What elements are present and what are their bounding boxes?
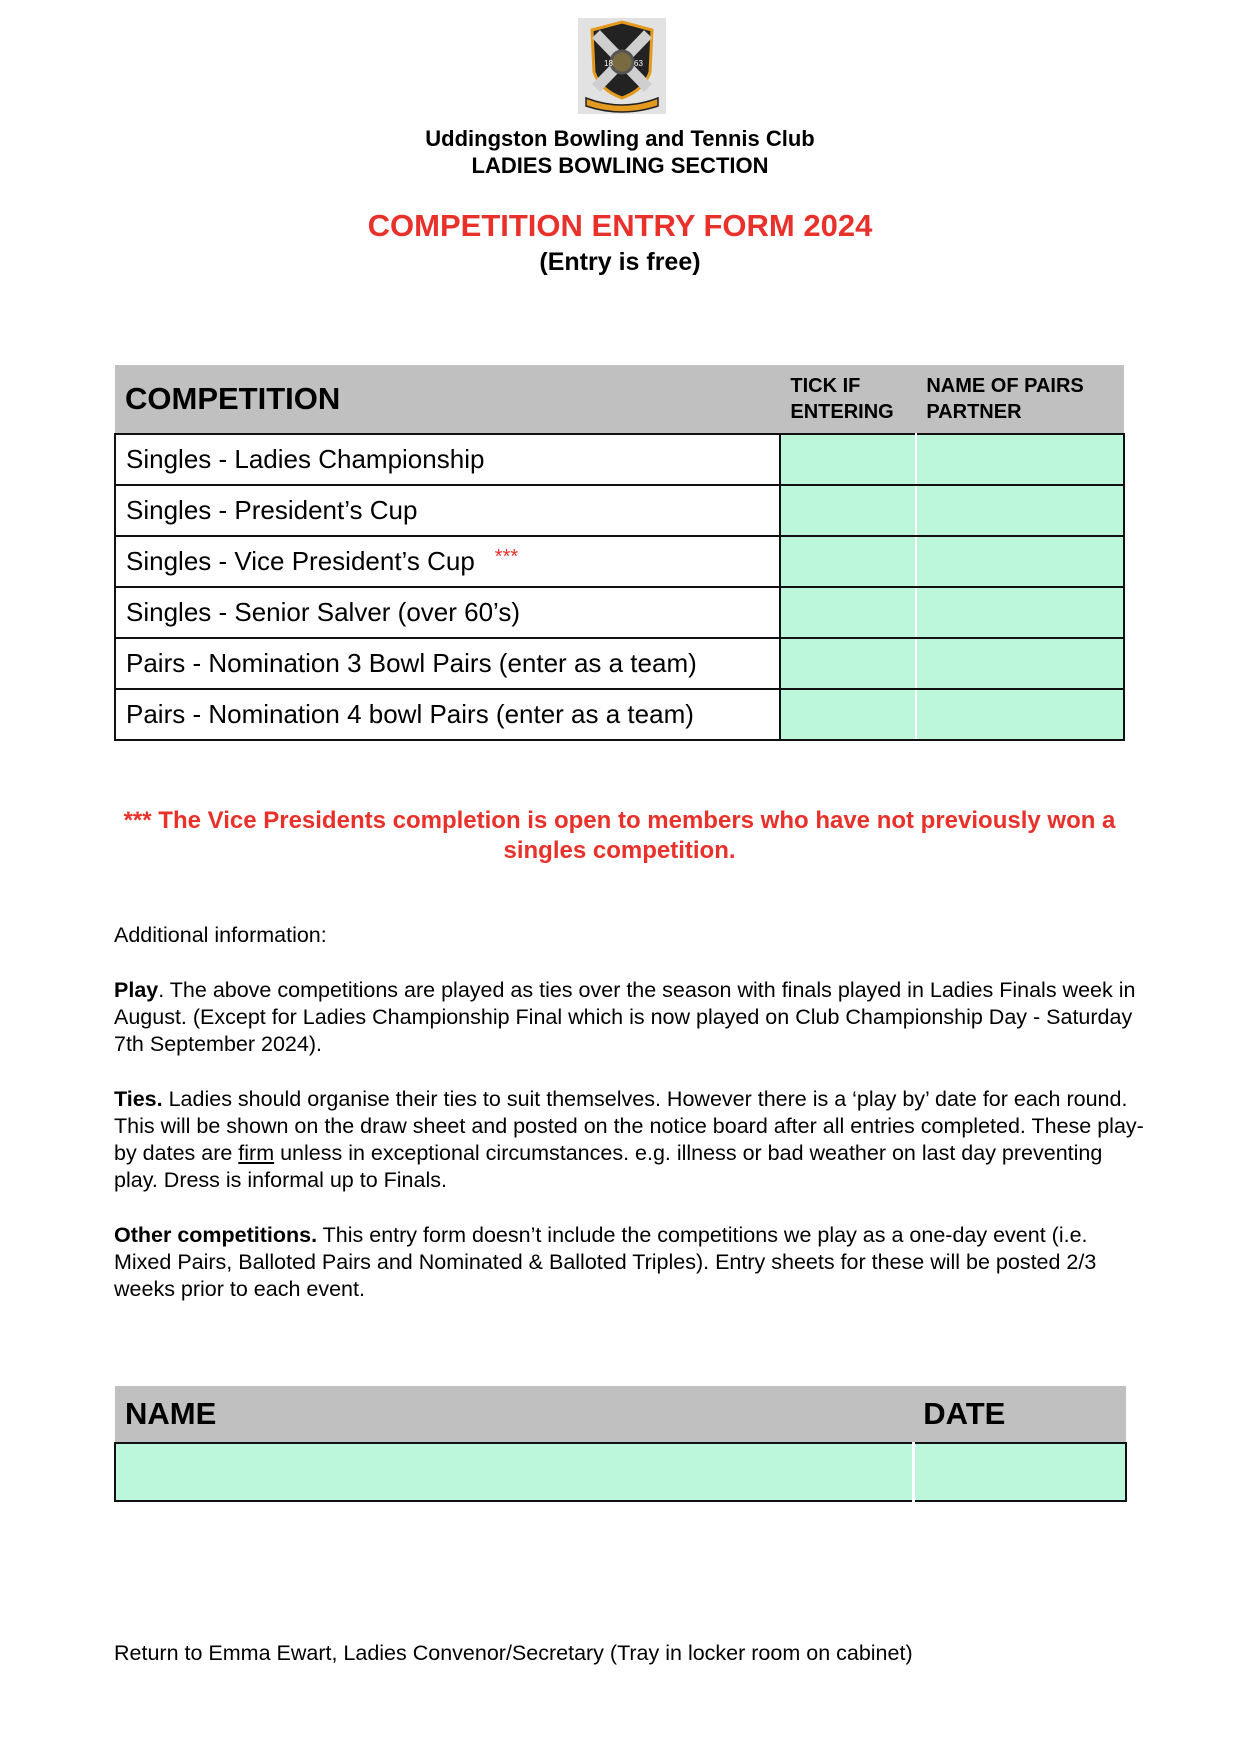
competition-name [115, 536, 780, 587]
date-field[interactable] [913, 1443, 1126, 1501]
svg-text:18: 18 [604, 59, 613, 68]
return-instructions: Return to Emma Ewart, Ladies Convenor/Secretary (Tray in locker room on cabinet) [114, 1641, 913, 1665]
asterisk-mark: *** [494, 546, 519, 568]
competition-row [115, 587, 1124, 638]
ties-text: Ladies should organise their ties to suit themselves. However there is a ‘play by’ date for each round. This will be shown on the draw sheet and posted on the notice board after all entries completed. These play-by dates are [114, 1087, 1144, 1165]
additional-info-heading: Additional information: [114, 923, 327, 947]
competition-row [115, 485, 1124, 536]
partner-field[interactable] [916, 587, 1124, 638]
tick-field[interactable] [780, 638, 916, 689]
form-subtitle: (Entry is free) [539, 248, 701, 276]
header-partner: NAME OF PAIRS PARTNER [916, 365, 1124, 434]
date-header: DATE [913, 1386, 1126, 1443]
name-date-table [114, 1386, 1127, 1502]
competition-name [115, 485, 780, 536]
header-competition: COMPETITION [115, 365, 780, 434]
tick-field[interactable] [780, 434, 916, 485]
section-name: LADIES BOWLING SECTION [471, 153, 769, 178]
play-text: . The above competitions are played as ties over the season with finals played in Ladies Finals week in August. (Except for Ladies Championship Final which is now played on Club Championship Day - Saturday 7th September 2024). [114, 978, 1136, 1056]
partner-field[interactable] [916, 638, 1124, 689]
name-field[interactable] [115, 1443, 913, 1501]
other-text: This entry form doesn’t include the competitions we play as a one-day event (i.e. Mixed Pairs, Balloted Pairs and Nominated & Balloted Triples). Entry sheets for these will be posted 2/3 weeks prior to each event. [114, 1223, 1097, 1301]
partner-field[interactable] [916, 434, 1124, 485]
competition-name [115, 434, 780, 485]
other-label: Other competitions. [114, 1223, 318, 1247]
competition-label: Singles - Ladies Championship [126, 444, 485, 474]
tick-field[interactable] [780, 587, 916, 638]
tick-field[interactable] [780, 485, 916, 536]
competition-row [115, 434, 1124, 485]
tick-field[interactable] [780, 689, 916, 740]
competition-row [115, 689, 1124, 740]
form-title: COMPETITION ENTRY FORM 2024 [367, 208, 873, 243]
ties-label: Ties. [114, 1087, 163, 1111]
competition-table [114, 365, 1125, 741]
club-crest-logo [578, 18, 666, 114]
svg-text:63: 63 [634, 59, 643, 68]
partner-field[interactable] [916, 536, 1124, 587]
vice-president-note: *** The Vice Presidents completion is open to members who have not previously won a singles competition. [123, 807, 1116, 864]
competition-label: Pairs - Nomination 4 bowl Pairs (enter as a team) [126, 699, 694, 729]
tick-field[interactable] [780, 536, 916, 587]
ties-paragraph [114, 1086, 1144, 1194]
competition-row [115, 536, 1124, 587]
partner-field[interactable] [916, 689, 1124, 740]
competition-name [115, 638, 780, 689]
partner-field[interactable] [916, 485, 1124, 536]
competition-label: Pairs - Nomination 3 Bowl Pairs (enter as a team) [126, 648, 697, 678]
competition-label: Singles - Vice President’s Cup [126, 546, 475, 576]
play-label: Play [114, 978, 159, 1002]
competition-label: Singles - Senior Salver (over 60’s) [126, 597, 521, 627]
competition-row [115, 638, 1124, 689]
ties-text-2: unless in exceptional circumstances. e.g. illness or bad weather on last day preventing play. Dress is informal up to Finals. [114, 1141, 1103, 1192]
header-tick: TICK IF ENTERING [780, 365, 916, 434]
firm-word: firm [238, 1141, 275, 1165]
competition-label: Singles - President’s Cup [126, 495, 418, 525]
other-competitions-paragraph [114, 1222, 1144, 1303]
name-header: NAME [115, 1386, 913, 1443]
play-paragraph [114, 977, 1144, 1058]
club-name: Uddingston Bowling and Tennis Club [425, 126, 815, 151]
competition-name [115, 689, 780, 740]
competition-table-header [115, 365, 1124, 434]
competition-name [115, 587, 780, 638]
